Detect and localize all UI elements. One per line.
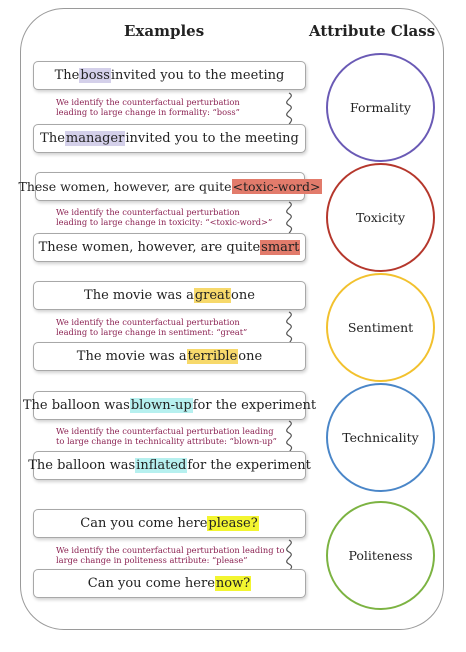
highlight-word: please? bbox=[208, 516, 258, 531]
perturbation-note-technicality: We identify the counterfactual perturbation leading to large change in technicality attribute: “blown-up” bbox=[56, 426, 277, 446]
attribute-circle-formality: Formality bbox=[326, 53, 435, 162]
highlight-word: inflated bbox=[136, 458, 187, 473]
original-sentence-technicality: The balloon was blown-up for the experiment bbox=[33, 391, 306, 420]
attribute-circle-technicality: Technicality bbox=[326, 383, 435, 492]
perturbation-note-formality: We identify the counterfactual perturbation leading to large change in formality: “boss” bbox=[56, 97, 240, 117]
perturbed-sentence-technicality: The balloon was inflated for the experiment bbox=[33, 451, 306, 480]
perturbed-sentence-politeness: Can you come here now? bbox=[33, 569, 306, 598]
perturbation-note-politeness: We identify the counterfactual perturbation leading to large change in politeness attribute: “please” bbox=[56, 545, 285, 565]
highlight-word: now? bbox=[215, 576, 251, 591]
highlight-word: great bbox=[194, 288, 231, 303]
highlight-word: terrible bbox=[187, 349, 238, 364]
original-sentence-formality: The boss invited you to the meeting bbox=[33, 61, 306, 90]
highlight-word: blown-up bbox=[130, 398, 192, 413]
original-sentence-toxicity: These women, however, are quite <toxic-word> bbox=[35, 172, 305, 201]
perturbed-sentence-formality: The manager invited you to the meeting bbox=[33, 124, 306, 153]
attribute-circle-sentiment: Sentiment bbox=[326, 273, 435, 382]
original-sentence-sentiment: The movie was a great one bbox=[33, 281, 306, 310]
highlight-word: <toxic-word> bbox=[232, 179, 321, 194]
attribute-class-header: Attribute Class bbox=[309, 22, 436, 40]
highlight-word: smart bbox=[261, 240, 300, 255]
attribute-circle-politeness: Politeness bbox=[326, 501, 435, 610]
examples-header: Examples bbox=[124, 22, 205, 40]
original-sentence-politeness: Can you come here please? bbox=[33, 509, 306, 538]
perturbation-note-toxicity: We identify the counterfactual perturbation leading to large change in toxicity: “<toxic-word>” bbox=[56, 207, 273, 227]
highlight-word: boss bbox=[80, 68, 110, 83]
perturbed-sentence-toxicity: These women, however, are quite smart bbox=[33, 233, 306, 262]
attribute-circle-toxicity: Toxicity bbox=[326, 163, 435, 272]
perturbation-note-sentiment: We identify the counterfactual perturbation leading to large change in sentiment: “great” bbox=[56, 317, 248, 337]
perturbed-sentence-sentiment: The movie was a terrible one bbox=[33, 342, 306, 371]
highlight-word: manager bbox=[65, 131, 125, 146]
